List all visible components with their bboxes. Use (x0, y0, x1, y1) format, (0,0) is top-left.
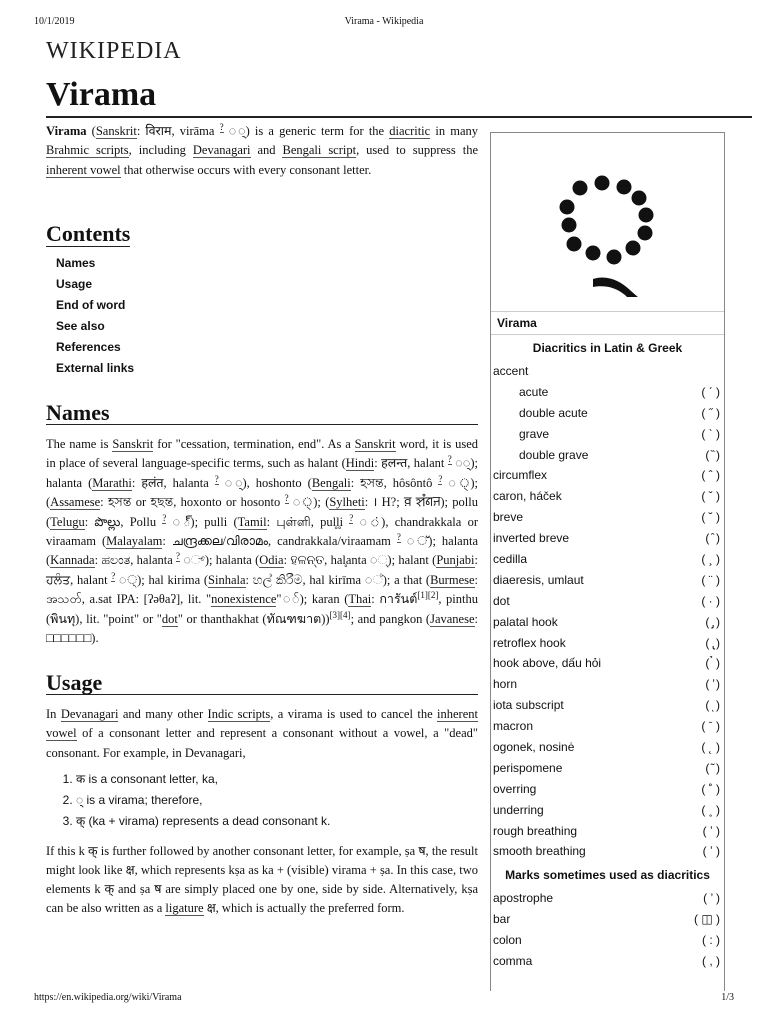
diacritic-mark: ( ˆ ) (701, 468, 720, 483)
diacritic-mark: ( ◫ ) (694, 912, 720, 927)
toc-item-references[interactable]: References (56, 339, 121, 354)
text: ◌్); pulli ( (166, 514, 238, 529)
link-sylheti[interactable]: Sylheti (329, 495, 365, 510)
audio-link[interactable]: ? (396, 531, 401, 542)
text: ◌্); ( (46, 475, 478, 510)
diacritic-mark: ( ͂ ) (705, 760, 720, 775)
diacritic-label[interactable]: breve (493, 510, 524, 525)
diacritic-mark: ( ˛ ) (701, 740, 720, 755)
diacritic-mark: ( ’ ) (703, 891, 720, 906)
toc-item-see-also[interactable]: See also (56, 318, 105, 333)
page-title: Virama (46, 76, 157, 113)
text: and many other (118, 706, 208, 721)
text: ◌்), chandrakkala or viraamam ( (46, 514, 478, 549)
text: : ହଳନ୍ତ, hal̥anta ◌୍); halant ( (283, 553, 437, 568)
diacritic-mark: ( ̡ ) (705, 614, 720, 629)
link-devanagari[interactable]: Devanagari (60, 706, 119, 721)
diacritic-row[interactable] (491, 570, 724, 591)
diacritic-label[interactable]: palatal hook (493, 614, 558, 629)
link-diacritic[interactable]: diacritic (389, 124, 431, 138)
diacritic-label[interactable]: circumflex (493, 468, 548, 483)
virama-image[interactable] (491, 133, 724, 311)
diacritic-row[interactable] (491, 591, 724, 612)
diacritic-row[interactable] (491, 361, 724, 382)
infobox-caption: Virama (491, 311, 724, 335)
text: : हलन्त, halant (374, 456, 448, 471)
list-item: 1. क is a consonant letter, ka, (76, 769, 478, 790)
diacritic-mark: ( · ) (701, 593, 720, 608)
diacritic-row[interactable] (491, 909, 724, 930)
toc-item-end-of-word[interactable]: End of word (56, 297, 126, 312)
toc-item-external-links[interactable]: External links (56, 360, 135, 375)
diacritic-mark: ( ˋ ) (701, 426, 720, 441)
diacritic-mark: ( ̛ ) (705, 677, 720, 692)
diacritic-row[interactable] (491, 695, 724, 716)
toc-item-names[interactable]: Names (56, 255, 96, 270)
text: in many (430, 124, 478, 138)
link-nonexistence[interactable]: nonexistence (211, 592, 277, 607)
virama-glyph-icon (547, 167, 657, 297)
diacritic-label[interactable]: double acute (519, 405, 588, 420)
diacritic-label[interactable]: smooth breathing (493, 844, 586, 859)
diacritic-mark: ( ̑ ) (705, 531, 720, 546)
diacritic-label[interactable]: ogonek, nosinė (493, 740, 575, 755)
diacritic-row[interactable] (491, 403, 724, 424)
print-url: https://en.wikipedia.org/wiki/Virama (34, 992, 182, 1003)
link-inherent-vowel[interactable]: inherent vowel (46, 706, 478, 741)
audio-link[interactable]: ? (349, 512, 354, 523)
text: : हलंत, halanta (131, 475, 215, 490)
names-paragraph (46, 435, 478, 648)
text: , pinthu (พินทุ), lit. "point" or " (46, 592, 478, 626)
diacritic-mark: ( : ) (702, 933, 720, 948)
diacritic-mark: ( ˇ ) (701, 489, 720, 504)
diacritic-row[interactable] (491, 633, 724, 654)
link-bengali-script[interactable]: Bengali script (282, 143, 357, 158)
text: : হসন্ত or হছন্ত, hoxonto or hosonto (100, 495, 285, 510)
diacritic-row[interactable] (491, 445, 724, 466)
diacritic-row[interactable] (491, 486, 724, 507)
toc-list (46, 253, 478, 379)
usage-paragraph-2 (46, 842, 478, 917)
diacritic-row[interactable] (491, 737, 724, 758)
diacritic-row[interactable] (491, 888, 724, 909)
diacritic-row[interactable] (491, 424, 724, 445)
text: ◌্); ( (288, 495, 330, 510)
diacritic-mark: ( ˊ ) (701, 384, 720, 399)
audio-link[interactable]: ? (284, 493, 289, 504)
print-page-number: 1/3 (721, 992, 734, 1003)
diacritic-mark: ( ˚ ) (701, 781, 720, 796)
text: ◌्), hoshonto ( (218, 475, 312, 490)
diacritic-row[interactable] (491, 779, 724, 800)
usage-steps (46, 769, 478, 832)
link-ligature[interactable]: ligature (165, 900, 204, 915)
diacritic-label[interactable]: horn (493, 677, 518, 692)
text: " or thanthakhat (ทัณฑฆาต)) (177, 611, 330, 626)
diacritic-label[interactable]: overring (493, 781, 537, 796)
diacritic-label[interactable]: grave (519, 426, 550, 441)
diacritic-row[interactable] (491, 841, 724, 862)
list-item: 2. ◌् is a virama; therefore, (76, 790, 478, 811)
text: : புள்ளி, pul̥l̥i (266, 514, 350, 529)
diacritic-label[interactable]: underring (493, 802, 544, 817)
text: ◌്); halanta ( (46, 534, 478, 568)
diacritic-label[interactable]: dot (493, 593, 510, 608)
link-kannada[interactable]: Kannada (50, 553, 95, 568)
audio-link[interactable]: ? (219, 121, 224, 132)
text: : పొల్లు, Pollu (84, 514, 163, 529)
diacritic-label[interactable]: macron (493, 719, 534, 734)
text: ; and pangkon ( (350, 611, 431, 626)
link-marathi[interactable]: Marathi (92, 475, 132, 490)
text: : ചന്ദ്രക്കല/വിരാമം, candrakkala/viraamam (162, 534, 397, 549)
diacritic-mark: ( ̢ ) (705, 635, 720, 650)
diacritic-row[interactable] (491, 653, 724, 674)
diacritic-label[interactable]: hook above, dấu hỏi (493, 656, 602, 671)
infobox-heading-marks: Marks sometimes used as diacritics (505, 868, 710, 883)
text: : အသတ်, a.sat IPA: [ʔəθaʔ], lit. " (46, 572, 479, 607)
text: : হসন্ত, hôsôntô (350, 475, 439, 490)
print-footer (34, 992, 734, 1006)
article-body (46, 122, 478, 917)
reference-link[interactable]: [1][2] (417, 590, 439, 601)
diacritic-row[interactable] (491, 549, 724, 570)
infobox (490, 132, 725, 991)
diacritic-row[interactable] (491, 674, 724, 695)
section-heading-names: Names (46, 403, 478, 425)
print-header (34, 16, 734, 30)
print-title: Virama - Wikipedia (344, 16, 424, 27)
link-hindi[interactable]: Hindi (345, 456, 375, 471)
text: : । H?; ꠅ ꠡꠋꠘꠔ); pollu ( (46, 495, 478, 529)
link-indic-scripts[interactable]: Indic scripts (207, 706, 271, 721)
link-assamese[interactable]: Assamese (50, 495, 101, 510)
diacritic-list (491, 361, 724, 862)
diacritic-row[interactable] (491, 528, 724, 549)
diacritic-row[interactable] (491, 758, 724, 779)
link-punjabi[interactable]: Punjabi (436, 553, 475, 568)
link-brahmic-scripts[interactable]: Brahmic scripts (46, 143, 129, 158)
text: ◌्) is a generic term for the (223, 124, 390, 138)
diacritic-mark: ( ˳ ) (701, 802, 720, 817)
diacritic-label[interactable]: cedilla (493, 552, 528, 567)
diacritic-mark: ( ̉ ) (705, 656, 720, 671)
text: ◌्); halanta ( (46, 456, 478, 490)
link-sanskrit[interactable]: Sanskrit (354, 437, 396, 452)
diacritic-label[interactable]: caron, háček (493, 489, 562, 504)
title-divider (46, 116, 752, 118)
toc-item-usage[interactable]: Usage (56, 276, 93, 291)
text: that otherwise occurs with every consonant letter. (120, 162, 372, 177)
diacritic-mark: ( ¨ ) (701, 572, 720, 587)
diacritic-mark: ( ˉ ) (701, 719, 720, 734)
diacritic-label[interactable]: apostrophe (493, 891, 554, 906)
text: ( (86, 124, 96, 138)
text: : การันต์ (371, 592, 418, 607)
toc-title: Contents (46, 221, 131, 247)
diacritic-label[interactable]: inverted breve (493, 531, 570, 546)
text: word, it is used in place of several language-specific terms, such as halant ( (46, 437, 478, 471)
print-date: 10/1/2019 (34, 16, 75, 27)
link-inherent-vowel[interactable]: inherent vowel (46, 162, 121, 177)
link-sinhala[interactable]: Sinhala (208, 572, 246, 587)
link-telugu[interactable]: Telugu (50, 514, 85, 529)
diacritic-row[interactable] (491, 930, 724, 951)
diacritic-row[interactable] (491, 612, 724, 633)
diacritic-row[interactable] (491, 465, 724, 486)
diacritic-row[interactable] (491, 382, 724, 403)
diacritic-label[interactable]: comma (493, 954, 533, 969)
link-devanagari[interactable]: Devanagari (192, 143, 251, 158)
text: In (46, 706, 61, 721)
text: , used to suppress the (356, 143, 478, 158)
text: "◌်); karan ( (276, 592, 349, 607)
infobox-heading-latin-greek: Diacritics in Latin & Greek (532, 341, 683, 355)
diacritic-label[interactable]: rough breathing (493, 823, 578, 838)
diacritic-mark: ( ¸ ) (701, 552, 720, 567)
audio-link[interactable]: ? (447, 454, 452, 465)
intro-paragraph (46, 122, 478, 180)
diacritic-label[interactable]: colon (493, 933, 522, 948)
diacritic-row[interactable] (491, 821, 724, 842)
section-heading-usage: Usage (46, 673, 478, 695)
diacritic-row[interactable] (491, 507, 724, 528)
link-dot[interactable]: dot (161, 611, 178, 626)
text: : හල් කිරීම, hal kirīma ◌්); a that ( (245, 572, 431, 587)
link-odia[interactable]: Odia (259, 553, 284, 568)
link-bengali[interactable]: Bengali (311, 475, 351, 490)
diacritic-label[interactable]: diaeresis, umlaut (493, 572, 584, 587)
table-of-contents (46, 221, 478, 378)
diacritic-label[interactable]: iota subscript (493, 698, 564, 713)
link-thai[interactable]: Thai (348, 592, 372, 607)
diacritic-label[interactable]: bar (493, 912, 511, 927)
text: of a consonant letter and represent a consonant without a vowel, a "dead" consonant. For example, in Devanagari, (46, 726, 478, 760)
link-javanese[interactable]: Javanese (430, 611, 475, 626)
link-sanskrit[interactable]: Sanskrit (95, 124, 137, 138)
link-malayalam[interactable]: Malayalam (106, 534, 163, 549)
audio-link[interactable]: ? (176, 551, 181, 562)
audio-link[interactable]: ? (111, 570, 116, 581)
audio-link[interactable]: ? (438, 473, 443, 484)
text: and (250, 143, 283, 158)
text: ◌੍); hal kirima ( (115, 572, 209, 587)
audio-link[interactable]: ? (162, 512, 167, 523)
audio-link[interactable]: ? (214, 473, 219, 484)
text: , a virama is used to cancel the (270, 706, 438, 721)
diacritic-mark: ( ʽ ) (702, 823, 720, 838)
reference-link[interactable]: [3][4] (329, 609, 351, 620)
diacritic-label[interactable]: retroflex hook (493, 635, 566, 650)
text: for "cessation, termination, end". As a (153, 437, 355, 452)
text: The name is (46, 437, 113, 452)
list-item: 3. क् (ka + virama) represents a dead consonant k. (76, 811, 478, 832)
wikipedia-logo[interactable]: WIKIPEDIA (46, 38, 182, 64)
diacritic-row[interactable] (491, 951, 724, 972)
diacritic-mark: ( ̏ ) (705, 447, 720, 462)
diacritic-label[interactable]: perispomene (493, 760, 563, 775)
text: ◌್); halanta ( (180, 553, 260, 568)
text: : □□□□□□). (46, 611, 478, 646)
diacritic-mark: ( ˝ ) (701, 405, 720, 420)
diacritic-label[interactable]: accent (493, 364, 529, 378)
text: : ಹಲಂತ, halanta (94, 553, 177, 568)
link-tamil[interactable]: Tamil (237, 514, 267, 529)
text: , including (128, 143, 193, 158)
usage-paragraph (46, 705, 478, 763)
diacritic-mark: ( ˘ ) (701, 510, 720, 525)
marks-list (491, 888, 724, 972)
text: : विराम, virāma (136, 124, 220, 138)
diacritic-mark: ( , ) (702, 954, 720, 969)
diacritic-row[interactable] (491, 800, 724, 821)
text: : ਹਲੰਤ, halant (46, 553, 478, 587)
diacritic-row[interactable] (491, 716, 724, 737)
link-burmese[interactable]: Burmese (430, 572, 475, 587)
lead-term: Virama (46, 124, 87, 138)
diacritic-label[interactable]: acute (519, 384, 549, 399)
text: If this k क् is further followed by another consonant letter, for example, ṣa ष, the result might look like क्ष, which represents kṣa as ka + (visible) virama + ṣa. In this case, two elements k क् and ṣa ष are simply placed one by one, side by side. Alternatively, kṣa can be also written as a (46, 844, 478, 915)
text: क्ष, which is actually the preferred form. (203, 900, 405, 915)
link-sanskrit[interactable]: Sanskrit (112, 437, 154, 452)
diacritic-mark: ( ͅ ) (705, 698, 720, 713)
diacritic-label[interactable]: double grave (519, 447, 589, 462)
diacritic-mark: ( ʼ ) (702, 844, 720, 859)
